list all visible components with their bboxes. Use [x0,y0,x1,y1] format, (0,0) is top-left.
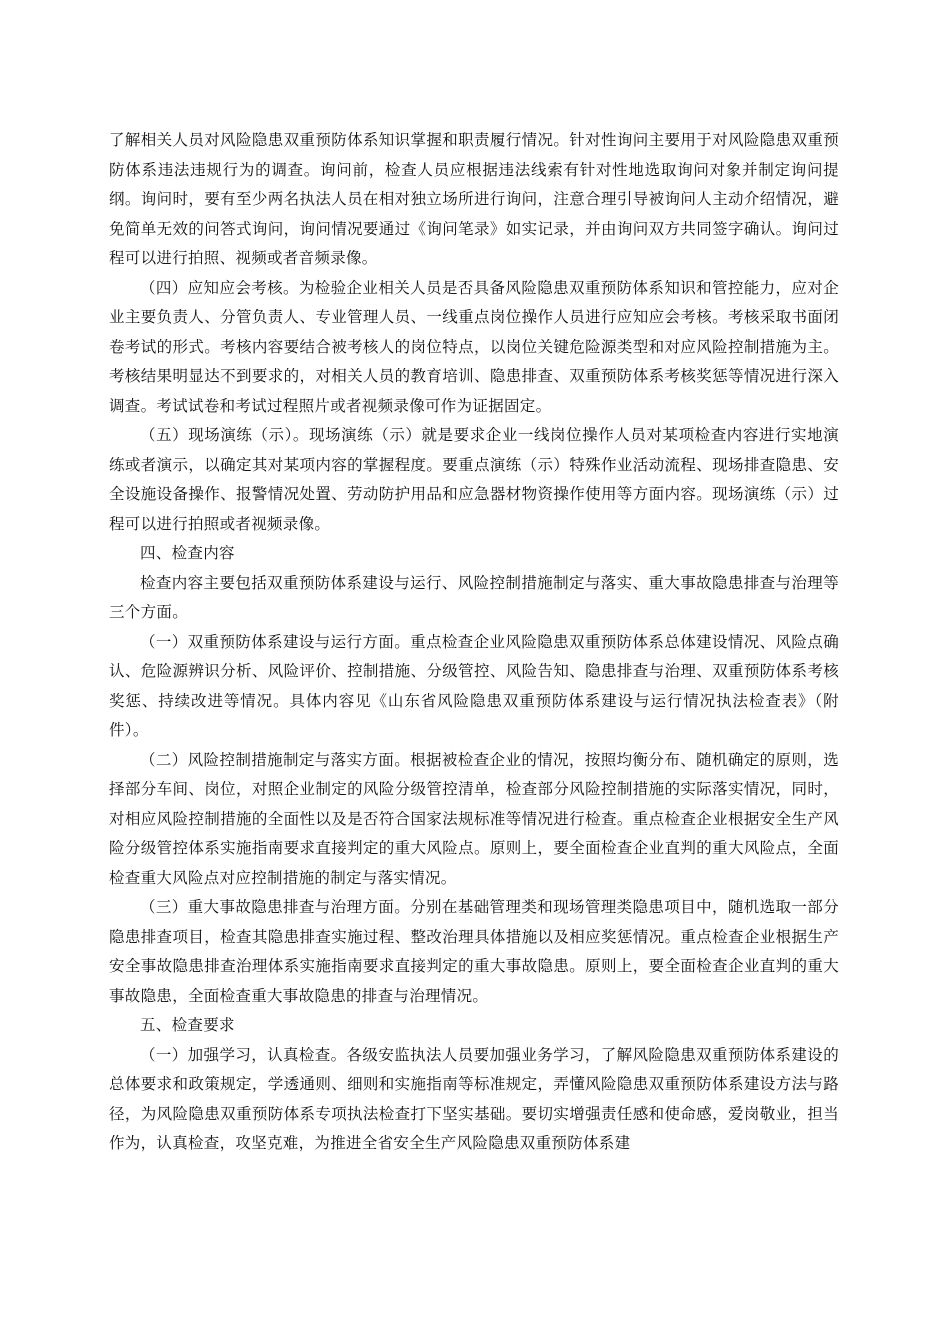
paragraph-inquiry-continued: 了解相关人员对风险隐患双重预防体系知识掌握和职责履行情况。针对性询问主要用于对风险隐患双重预防体系违法违规行为的调查。询问前，检查人员应根据违法线索有针对性地选取询问对象并制定询问提纲。询问时，要有至少两名执法人员在相对独立场所进行询问，注意合理引导被询问人主动介绍情况，避免简单无效的问答式询问，询问情况要通过《询问笔录》如实记录，并由询问双方共同签字确认。询问过程可以进行拍照、视频或者音频录像。 [109,131,839,267]
paragraph-major-hazard-investigation: （三）重大事故隐患排查与治理方面。分别在基础管理类和现场管理类隐患项目中，随机选取一部分隐患排查项目，检查其隐患排查实施过程、整改治理具体措施以及相应奖惩情况。重点检查企业根据生产安全事故隐患排查治理体系实施指南要求直接判定的重大事故隐患。原则上，要全面检查企业直判的重大事故隐患，全面检查重大事故隐患的排查与治理情况。 [109,898,839,1005]
section-heading-inspection-requirements: 五、检查要求 [140,1016,235,1034]
paragraph-inspection-content-summary: 检查内容主要包括双重预防体系建设与运行、风险控制措施制定与落实、重大事故隐患排查与治理等三个方面。 [109,573,839,621]
section-heading-inspection-content: 四、检查内容 [140,544,235,562]
document-body [109,126,839,1159]
paragraph-system-construction: （一）双重预防体系建设与运行方面。重点检查企业风险隐患双重预防体系总体建设情况、风险点确认、危险源辨识分析、风险评价、控制措施、分级管控、风险告知、隐患排查与治理、双重预防体系考核奖惩、持续改进等情况。具体内容见《山东省风险隐患双重预防体系建设与运行情况执法检查表》（附件）。 [109,632,839,739]
paragraph-risk-control-measures: （二）风险控制措施制定与落实方面。根据被检查企业的情况，按照均衡分布、随机确定的原则，选择部分车间、岗位，对照企业制定的风险分级管控清单，检查部分风险控制措施的实际落实情况，同时，对相应风险控制措施的全面性以及是否符合国家法规标准等情况进行检查。重点检查企业根据安全生产风险分级管控体系实施指南要求直接判定的重大风险点。原则上，要全面检查企业直判的重大风险点，全面检查重大风险点对应控制措施的制定与落实情况。 [109,750,839,887]
paragraph-knowledge-assessment: （四）应知应会考核。为检验企业相关人员是否具备风险隐患双重预防体系知识和管控能力，应对企业主要负责人、分管负责人、专业管理人员、一线重点岗位操作人员进行应知应会考核。考核采取书面闭卷考试的形式。考核内容要结合被考核人的岗位特点，以岗位关键危险源类型和对应风险控制措施为主。考核结果明显达不到要求的，对相关人员的教育培训、隐患排查、双重预防体系考核奖惩等情况进行深入调查。考试试卷和考试过程照片或者视频录像可作为证据固定。 [109,278,839,415]
paragraph-onsite-drill: （五）现场演练（示）。现场演练（示）就是要求企业一线岗位操作人员对某项检查内容进行实地演练或者演示，以确定其对某项内容的掌握程度。要重点演练（示）特殊作业活动流程、现场排查隐患、安全设施设备操作、报警情况处置、劳动防护用品和应急器材物资操作使用等方面内容。现场演练（示）过程可以进行拍照或者视频录像。 [109,426,839,533]
paragraph-study-and-inspect: （一）加强学习，认真检查。各级安监执法人员要加强业务学习，了解风险隐患双重预防体系建设的总体要求和政策规定，学透通则、细则和实施指南等标准规定，弄懂风险隐患双重预防体系建设方法与路径，为风险隐患双重预防体系专项执法检查打下坚实基础。要切实增强责任感和使命感，爱岗敬业，担当作为，认真检查，攻坚克难，为推进全省安全生产风险隐患双重预防体系建 [109,1045,839,1152]
